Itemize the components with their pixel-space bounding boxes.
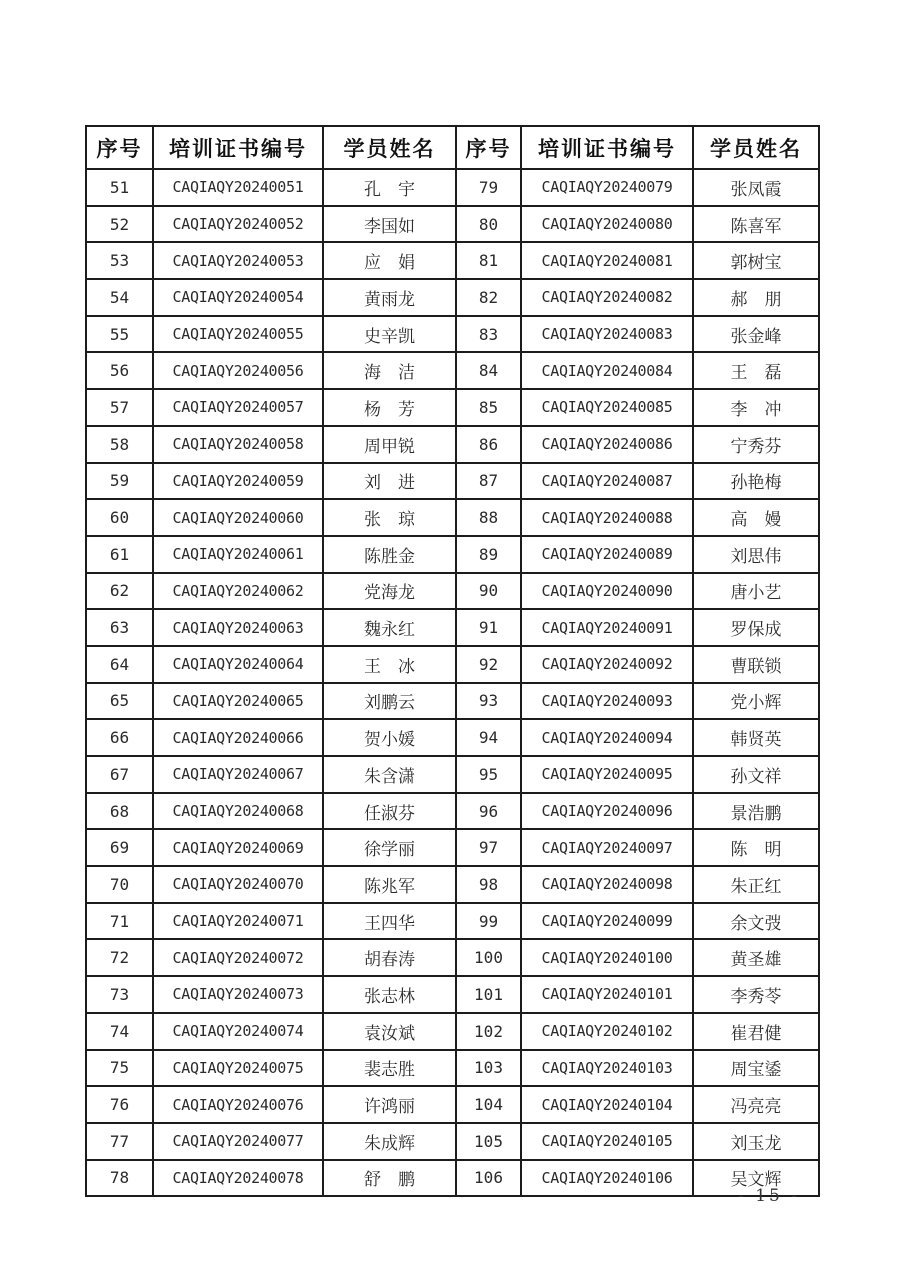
serial-cell: 55 (86, 316, 153, 353)
name-cell: 王 冰 (323, 646, 456, 683)
table-row (86, 206, 819, 243)
name-cell: 陈兆军 (323, 866, 456, 903)
certificate-cell: CAQIAQY20240051 (153, 169, 323, 206)
certificate-cell: CAQIAQY20240076 (153, 1086, 323, 1123)
serial-cell: 92 (456, 646, 521, 683)
certificate-cell: CAQIAQY20240099 (521, 903, 693, 940)
certificate-cell: CAQIAQY20240075 (153, 1050, 323, 1087)
table-row (86, 1013, 819, 1050)
serial-cell: 82 (456, 279, 521, 316)
certificate-cell: CAQIAQY20240100 (521, 939, 693, 976)
name-cell: 魏永红 (323, 609, 456, 646)
name-cell: 贺小媛 (323, 719, 456, 756)
serial-cell: 72 (86, 939, 153, 976)
serial-cell: 91 (456, 609, 521, 646)
name-cell: 李秀苓 (693, 976, 819, 1013)
name-cell: 周宝鋈 (693, 1050, 819, 1087)
serial-cell: 96 (456, 793, 521, 830)
serial-cell: 104 (456, 1086, 521, 1123)
serial-cell: 73 (86, 976, 153, 1013)
column-header-certificate-right: 培训证书编号 (521, 126, 693, 169)
table-row (86, 1086, 819, 1123)
serial-cell: 95 (456, 756, 521, 793)
table-row (86, 866, 819, 903)
name-cell: 刘思伟 (693, 536, 819, 573)
name-cell: 刘 进 (323, 463, 456, 500)
serial-cell: 79 (456, 169, 521, 206)
serial-cell: 67 (86, 756, 153, 793)
table-row (86, 426, 819, 463)
name-cell: 朱正红 (693, 866, 819, 903)
table-row (86, 573, 819, 610)
serial-cell: 56 (86, 352, 153, 389)
certificate-cell: CAQIAQY20240067 (153, 756, 323, 793)
name-cell: 党海龙 (323, 573, 456, 610)
table-row (86, 829, 819, 866)
table-row (86, 1160, 819, 1197)
table-row (86, 646, 819, 683)
certificate-cell: CAQIAQY20240088 (521, 499, 693, 536)
name-cell: 吴文辉 (693, 1160, 819, 1197)
name-cell: 余文弢 (693, 903, 819, 940)
name-cell: 舒 鹏 (323, 1160, 456, 1197)
certificate-cell: CAQIAQY20240070 (153, 866, 323, 903)
table-row (86, 756, 819, 793)
name-cell: 冯亮亮 (693, 1086, 819, 1123)
table-row (86, 1123, 819, 1160)
serial-cell: 59 (86, 463, 153, 500)
trainee-roster-table (85, 125, 820, 1197)
serial-cell: 78 (86, 1160, 153, 1197)
serial-cell: 88 (456, 499, 521, 536)
name-cell: 张金峰 (693, 316, 819, 353)
name-cell: 宁秀芬 (693, 426, 819, 463)
name-cell: 张志林 (323, 976, 456, 1013)
certificate-cell: CAQIAQY20240060 (153, 499, 323, 536)
serial-cell: 53 (86, 242, 153, 279)
name-cell: 周甲锐 (323, 426, 456, 463)
certificate-cell: CAQIAQY20240065 (153, 683, 323, 720)
serial-cell: 54 (86, 279, 153, 316)
certificate-cell: CAQIAQY20240057 (153, 389, 323, 426)
table-row (86, 939, 819, 976)
table-row (86, 1050, 819, 1087)
serial-cell: 89 (456, 536, 521, 573)
serial-cell: 76 (86, 1086, 153, 1123)
name-cell: 黄雨龙 (323, 279, 456, 316)
serial-cell: 86 (456, 426, 521, 463)
table-row (86, 169, 819, 206)
page-number: - 15 - (738, 1186, 800, 1206)
serial-cell: 51 (86, 169, 153, 206)
certificate-cell: CAQIAQY20240055 (153, 316, 323, 353)
certificate-cell: CAQIAQY20240059 (153, 463, 323, 500)
certificate-cell: CAQIAQY20240091 (521, 609, 693, 646)
name-cell: 郝 朋 (693, 279, 819, 316)
certificate-cell: CAQIAQY20240061 (153, 536, 323, 573)
name-cell: 景浩鹏 (693, 793, 819, 830)
name-cell: 曹联锁 (693, 646, 819, 683)
name-cell: 陈 明 (693, 829, 819, 866)
certificate-cell: CAQIAQY20240081 (521, 242, 693, 279)
table-row (86, 683, 819, 720)
certificate-cell: CAQIAQY20240087 (521, 463, 693, 500)
serial-cell: 83 (456, 316, 521, 353)
serial-cell: 106 (456, 1160, 521, 1197)
certificate-cell: CAQIAQY20240083 (521, 316, 693, 353)
certificate-cell: CAQIAQY20240058 (153, 426, 323, 463)
certificate-cell: CAQIAQY20240102 (521, 1013, 693, 1050)
certificate-cell: CAQIAQY20240071 (153, 903, 323, 940)
certificate-cell: CAQIAQY20240103 (521, 1050, 693, 1087)
table-row (86, 609, 819, 646)
name-cell: 陈喜军 (693, 206, 819, 243)
serial-cell: 85 (456, 389, 521, 426)
certificate-cell: CAQIAQY20240089 (521, 536, 693, 573)
certificate-cell: CAQIAQY20240078 (153, 1160, 323, 1197)
certificate-cell: CAQIAQY20240098 (521, 866, 693, 903)
serial-cell: 102 (456, 1013, 521, 1050)
serial-cell: 68 (86, 793, 153, 830)
name-cell: 裴志胜 (323, 1050, 456, 1087)
table-body (86, 169, 819, 1196)
certificate-cell: CAQIAQY20240105 (521, 1123, 693, 1160)
certificate-cell: CAQIAQY20240052 (153, 206, 323, 243)
serial-cell: 62 (86, 573, 153, 610)
serial-cell: 75 (86, 1050, 153, 1087)
serial-cell: 77 (86, 1123, 153, 1160)
table-row (86, 242, 819, 279)
certificate-cell: CAQIAQY20240090 (521, 573, 693, 610)
name-cell: 黄圣雄 (693, 939, 819, 976)
certificate-cell: CAQIAQY20240079 (521, 169, 693, 206)
serial-cell: 58 (86, 426, 153, 463)
name-cell: 刘鹏云 (323, 683, 456, 720)
name-cell: 孙文祥 (693, 756, 819, 793)
certificate-cell: CAQIAQY20240063 (153, 609, 323, 646)
serial-cell: 94 (456, 719, 521, 756)
serial-cell: 57 (86, 389, 153, 426)
column-header-certificate-left: 培训证书编号 (153, 126, 323, 169)
serial-cell: 90 (456, 573, 521, 610)
serial-cell: 71 (86, 903, 153, 940)
column-header-name-right: 学员姓名 (693, 126, 819, 169)
table-row (86, 316, 819, 353)
table-row (86, 389, 819, 426)
name-cell: 朱含潇 (323, 756, 456, 793)
certificate-cell: CAQIAQY20240053 (153, 242, 323, 279)
certificate-cell: CAQIAQY20240086 (521, 426, 693, 463)
serial-cell: 60 (86, 499, 153, 536)
name-cell: 王四华 (323, 903, 456, 940)
certificate-cell: CAQIAQY20240101 (521, 976, 693, 1013)
name-cell: 袁汝斌 (323, 1013, 456, 1050)
table-row (86, 793, 819, 830)
column-header-name-left: 学员姓名 (323, 126, 456, 169)
serial-cell: 87 (456, 463, 521, 500)
serial-cell: 64 (86, 646, 153, 683)
table-row (86, 536, 819, 573)
name-cell: 罗保成 (693, 609, 819, 646)
table-row (86, 279, 819, 316)
serial-cell: 52 (86, 206, 153, 243)
name-cell: 孔 宇 (323, 169, 456, 206)
name-cell: 李 冲 (693, 389, 819, 426)
trainee-table-container (85, 125, 820, 1197)
name-cell: 徐学丽 (323, 829, 456, 866)
name-cell: 刘玉龙 (693, 1123, 819, 1160)
certificate-cell: CAQIAQY20240069 (153, 829, 323, 866)
serial-cell: 74 (86, 1013, 153, 1050)
table-row (86, 352, 819, 389)
serial-cell: 69 (86, 829, 153, 866)
name-cell: 任淑芬 (323, 793, 456, 830)
certificate-cell: CAQIAQY20240056 (153, 352, 323, 389)
name-cell: 李国如 (323, 206, 456, 243)
certificate-cell: CAQIAQY20240064 (153, 646, 323, 683)
name-cell: 王 磊 (693, 352, 819, 389)
certificate-cell: CAQIAQY20240095 (521, 756, 693, 793)
serial-cell: 61 (86, 536, 153, 573)
certificate-cell: CAQIAQY20240082 (521, 279, 693, 316)
name-cell: 杨 芳 (323, 389, 456, 426)
certificate-cell: CAQIAQY20240054 (153, 279, 323, 316)
table-row (86, 499, 819, 536)
name-cell: 应 娟 (323, 242, 456, 279)
certificate-cell: CAQIAQY20240096 (521, 793, 693, 830)
name-cell: 海 洁 (323, 352, 456, 389)
name-cell: 孙艳梅 (693, 463, 819, 500)
certificate-cell: CAQIAQY20240072 (153, 939, 323, 976)
serial-cell: 70 (86, 866, 153, 903)
table-row (86, 976, 819, 1013)
name-cell: 陈胜金 (323, 536, 456, 573)
serial-cell: 93 (456, 683, 521, 720)
table-row (86, 719, 819, 756)
certificate-cell: CAQIAQY20240077 (153, 1123, 323, 1160)
table-row (86, 903, 819, 940)
certificate-cell: CAQIAQY20240104 (521, 1086, 693, 1123)
certificate-cell: CAQIAQY20240062 (153, 573, 323, 610)
table-row (86, 463, 819, 500)
name-cell: 张 琼 (323, 499, 456, 536)
certificate-cell: CAQIAQY20240080 (521, 206, 693, 243)
column-header-serial-right: 序号 (456, 126, 521, 169)
serial-cell: 84 (456, 352, 521, 389)
name-cell: 史辛凯 (323, 316, 456, 353)
serial-cell: 101 (456, 976, 521, 1013)
certificate-cell: CAQIAQY20240085 (521, 389, 693, 426)
column-header-serial-left: 序号 (86, 126, 153, 169)
name-cell: 胡春涛 (323, 939, 456, 976)
serial-cell: 98 (456, 866, 521, 903)
name-cell: 崔君健 (693, 1013, 819, 1050)
serial-cell: 97 (456, 829, 521, 866)
certificate-cell: CAQIAQY20240094 (521, 719, 693, 756)
name-cell: 张凤霞 (693, 169, 819, 206)
name-cell: 许鸿丽 (323, 1086, 456, 1123)
certificate-cell: CAQIAQY20240097 (521, 829, 693, 866)
certificate-cell: CAQIAQY20240074 (153, 1013, 323, 1050)
certificate-cell: CAQIAQY20240066 (153, 719, 323, 756)
serial-cell: 63 (86, 609, 153, 646)
serial-cell: 66 (86, 719, 153, 756)
name-cell: 韩贤英 (693, 719, 819, 756)
certificate-cell: CAQIAQY20240068 (153, 793, 323, 830)
name-cell: 郭树宝 (693, 242, 819, 279)
serial-cell: 80 (456, 206, 521, 243)
serial-cell: 103 (456, 1050, 521, 1087)
name-cell: 朱成辉 (323, 1123, 456, 1160)
certificate-cell: CAQIAQY20240106 (521, 1160, 693, 1197)
name-cell: 唐小艺 (693, 573, 819, 610)
serial-cell: 99 (456, 903, 521, 940)
serial-cell: 105 (456, 1123, 521, 1160)
certificate-cell: CAQIAQY20240093 (521, 683, 693, 720)
serial-cell: 65 (86, 683, 153, 720)
certificate-cell: CAQIAQY20240073 (153, 976, 323, 1013)
name-cell: 高 嫚 (693, 499, 819, 536)
certificate-cell: CAQIAQY20240092 (521, 646, 693, 683)
header-row (86, 126, 819, 169)
serial-cell: 100 (456, 939, 521, 976)
name-cell: 党小辉 (693, 683, 819, 720)
certificate-cell: CAQIAQY20240084 (521, 352, 693, 389)
serial-cell: 81 (456, 242, 521, 279)
